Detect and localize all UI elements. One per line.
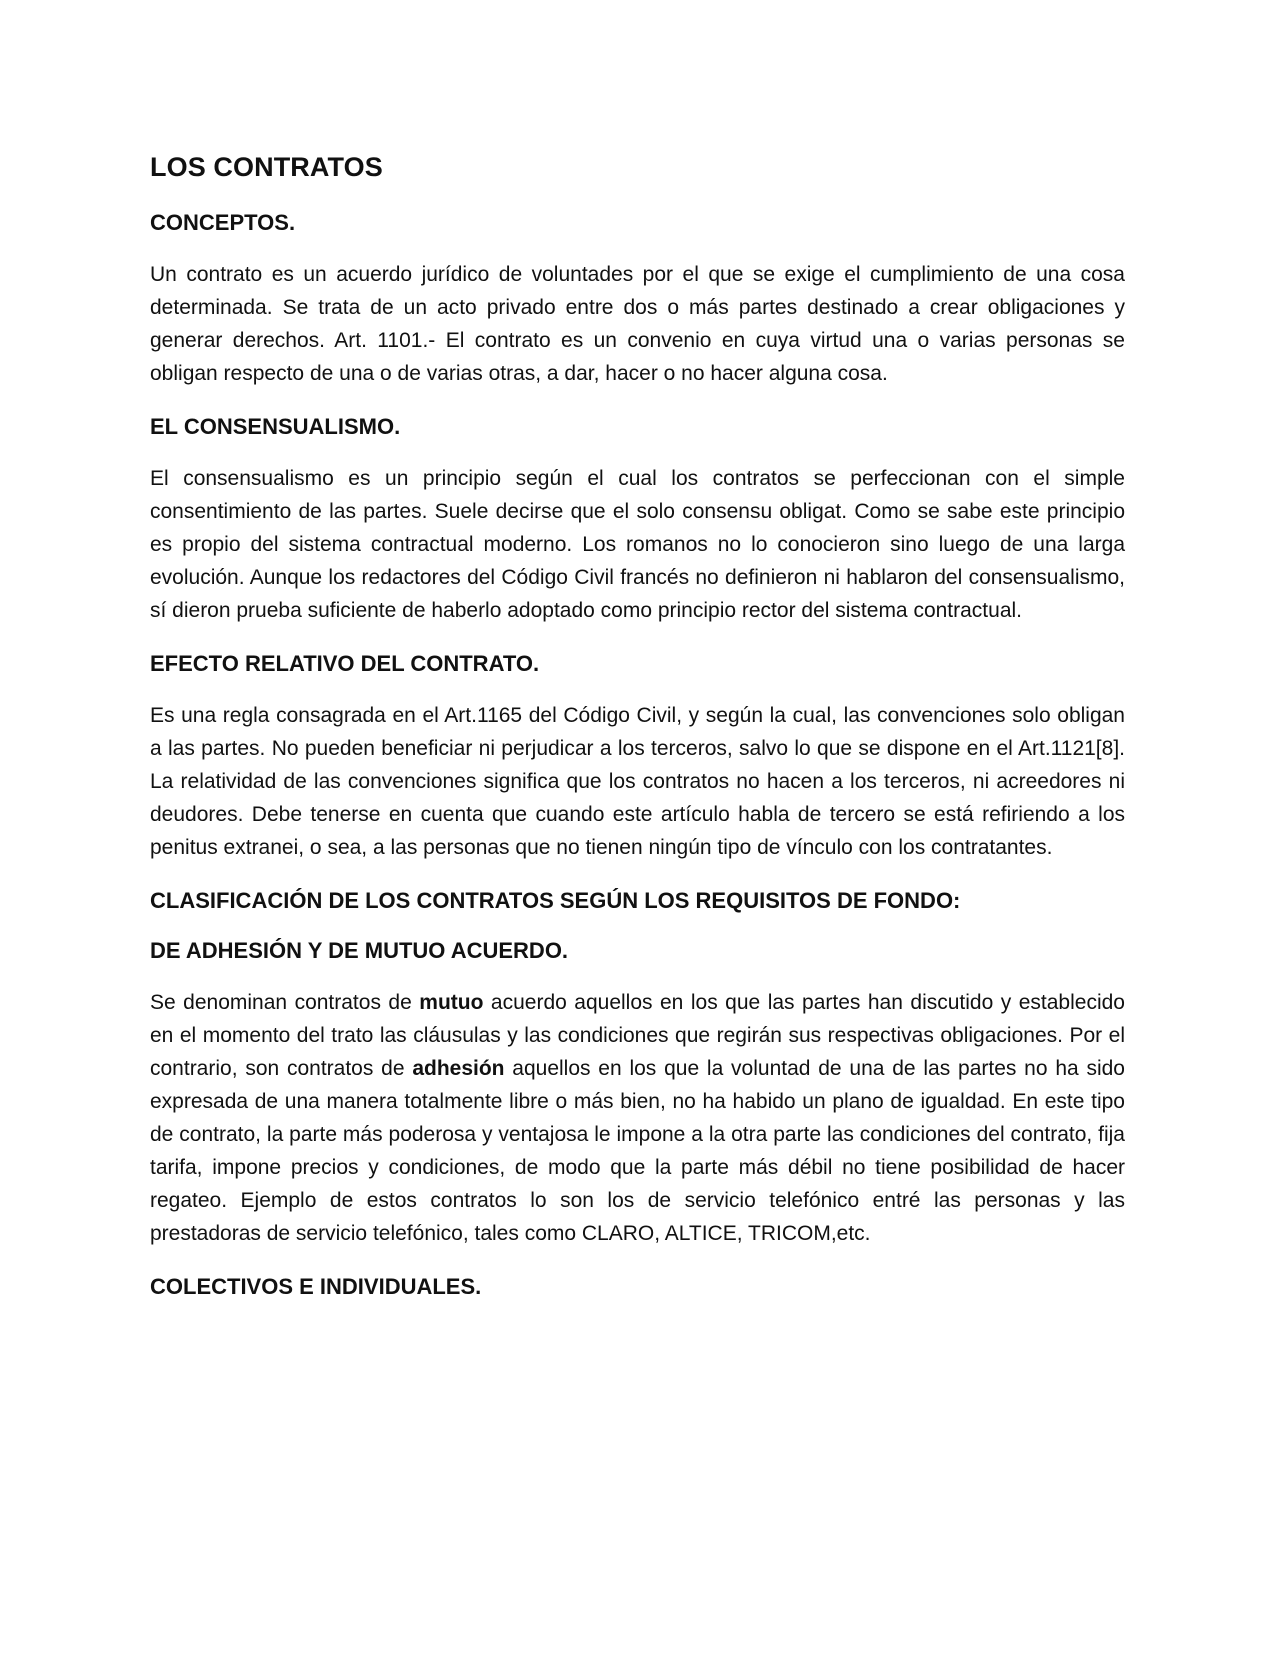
- section-heading-colectivos: COLECTIVOS E INDIVIDUALES.: [150, 1274, 482, 1299]
- section-heading-efecto-relativo: EFECTO RELATIVO DEL CONTRATO.: [150, 651, 540, 676]
- paragraph-consensualismo: El consensualismo es un principio según el cual los contratos se perfeccionan con el simple consentimiento de las partes. Suele decirse que el solo consensu obligat. Como se sabe este principio es propio del sistema contractual moderno. Los romanos no lo conocieron sino luego de una larga evolución. Aunque los redactores del Código Civil francés no definieron ni hablaron del consensualismo, sí dieron prueba suficiente de haberlo adoptado como principio rector del sistema contractual.: [150, 467, 1125, 622]
- section-heading-adhesion: DE ADHESIÓN Y DE MUTUO ACUERDO.: [150, 938, 569, 963]
- section-heading-conceptos: CONCEPTOS.: [150, 210, 296, 235]
- paragraph-efecto-relativo: Es una regla consagrada en el Art.1165 del Código Civil, y según la cual, las convenciones solo obligan a las partes. No pueden beneficiar ni perjudicar a los terceros, salvo lo que se dispone en el Art.1121[8]. La relatividad de las convenciones significa que los contratos no hacen a los terceros, ni acreedores ni deudores. Debe tenerse en cuenta que cuando este artículo habla de tercero se está refiriendo a los penitus extranei, o sea, a las personas que no tienen ningún tipo de vínculo con los contratantes.: [150, 704, 1125, 859]
- document-page: [150, 150, 1125, 1322]
- bold-term-adhesion: adhesión: [412, 1057, 505, 1080]
- paragraph-conceptos: Un contrato es un acuerdo jurídico de voluntades por el que se exige el cumplimiento de una cosa determinada. Se trata de un acto privado entre dos o más partes destinado a crear obligaciones y generar derechos. Art. 1101.- El contrato es un convenio en cuya virtud una o varias personas se obligan respecto de una o de varias otras, a dar, hacer o no hacer alguna cosa.: [150, 263, 1125, 385]
- paragraph-adhesion: [150, 986, 1125, 1250]
- paragraph-adhesion-part-1: Se denominan contratos de: [150, 991, 420, 1014]
- section-heading-consensualismo: EL CONSENSUALISMO.: [150, 414, 401, 439]
- paragraph-adhesion-part-3: aquellos en los que la voluntad de una de las partes no ha sido expresada de una manera totalmente libre o más bien, no ha habido un plano de igualdad. En este tipo de contrato, la parte más poderosa y ventajosa le impone a la otra parte las condiciones del contrato, fija tarifa, impone precios y condiciones, de modo que la parte más débil no tiene posibilidad de hacer regateo. Ejemplo de estos contratos lo son los de servicio telefónico entré las personas y las prestadoras de servicio telefónico, tales como CLARO, ALTICE, TRICOM,etc.: [150, 1057, 1125, 1245]
- section-heading-clasificacion: CLASIFICACIÓN DE LOS CONTRATOS SEGÚN LOS REQUISITOS DE FONDO:: [150, 888, 961, 913]
- paragraph-adhesion-part-2: acuerdo aquellos en los que las partes han discutido y establecido en el momento del trato las cláusulas y las condiciones que regirán sus respectivas obligaciones. Por el contrario, son contratos de: [150, 991, 1125, 1080]
- document-title: LOS CONTRATOS: [150, 152, 383, 182]
- bold-term-mutuo: mutuo: [419, 991, 484, 1014]
